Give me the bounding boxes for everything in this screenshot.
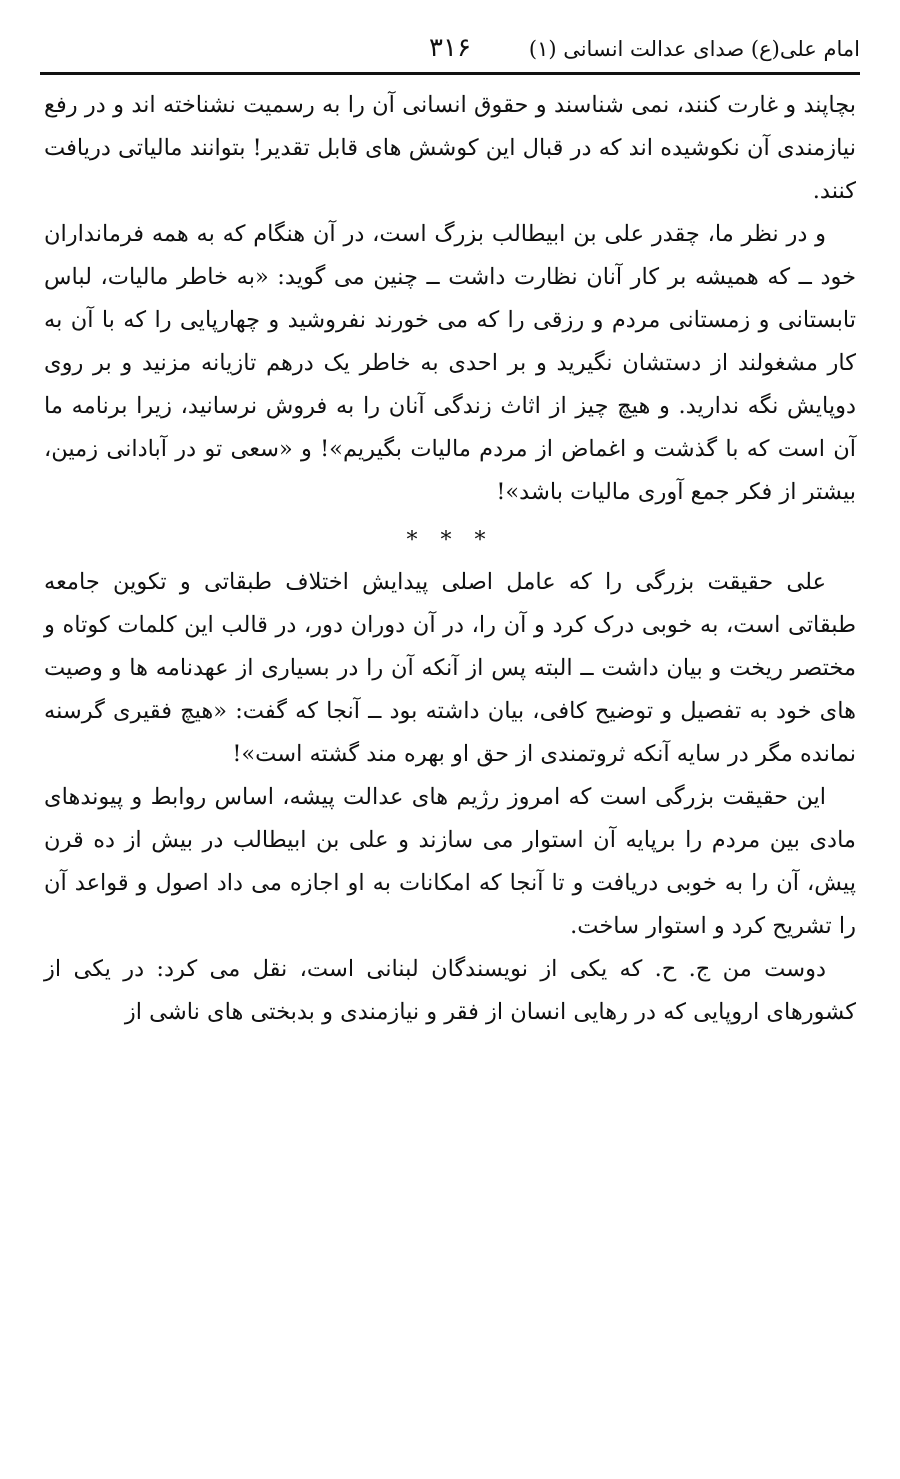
header-title: امام علی(ع) صدای عدالت انسانی (۱)	[528, 37, 860, 61]
body-text	[44, 84, 856, 1034]
section-separator: * * *	[406, 528, 494, 553]
running-header	[40, 28, 860, 70]
header-rule	[40, 72, 860, 75]
paragraph-1: بچاپند و غارت کنند، نمی شناسند و حقوق انسانی آن را به رسمیت نشناخته اند و در رفع نیازمندی آن نکوشیده اند که در قبال این کوشش های قابل تقدیر! بتوانند مالیاتی دریافت کنند.	[44, 92, 856, 204]
paragraph-5: دوست من ج. ح. که یکی از نویسندگان لبنانی است، نقل می کرد: در یکی از کشورهای اروپایی که در رهایی انسان از فقر و نیازمندی و بدبختی های ناشی از	[44, 956, 856, 1025]
paragraph-2: و در نظر ما، چقدر علی بن ابیطالب بزرگ است، در آن هنگام که به همه فرمانداران خود ــ که همیشه بر کار آنان نظارت داشت ــ چنین می گوید: «به خاطر مالیات، لباس تابستانی و زمستانی مردم و رزقی را که می خورند نفروشید و چهارپایی را که با آن به کار مشغولند از دستشان نگیرید و بر احدی به خاطر یک درهم تازیانه مزنید و بر روی دوپایش نگه ندارید. و هیچ چیز از اثاث زندگی آنان را به فروش نرسانید، زیرا برنامه ما آن است که با گذشت و اغماض از مردم مالیات بگیریم»! و «سعی تو در آبادانی زمین، بیشتر از فکر جمع آوری مالیات باشد»!	[44, 221, 856, 505]
paragraph-4: این حقیقت بزرگی است که امروز رژیم های عدالت پیشه، اساس روابط و پیوندهای مادی بین مردم را برپایه آن استوار می سازند و علی بن ابیطالب در بیش از ده قرن پیش، آن را به خوبی دریافت و تا آنجا که امکانات به او اجازه می داد اصول و قواعد آن را تشریح کرد و استوار ساخت.	[44, 784, 856, 939]
paragraph-3: علی حقیقت بزرگی را که عامل اصلی پیدایش اختلاف طبقاتی و تکوین جامعه طبقاتی است، به خوبی درک کرد و آن را، در آن دوران دور، در قالب این کلمات کوتاه و مختصر ریخت و بیان داشت ــ البته پس از آنکه آن را در بسیاری از عهدنامه ها و وصیت های خود به تفصیل و توضیح کافی، بیان داشته بود ــ آنجا که گفت: «هیچ فقیری گرسنه نمانده مگر در سایه آنکه ثروتمندی از حق او بهره مند گشته است»!	[44, 569, 856, 767]
page-number: ۳۱۶	[429, 33, 471, 63]
